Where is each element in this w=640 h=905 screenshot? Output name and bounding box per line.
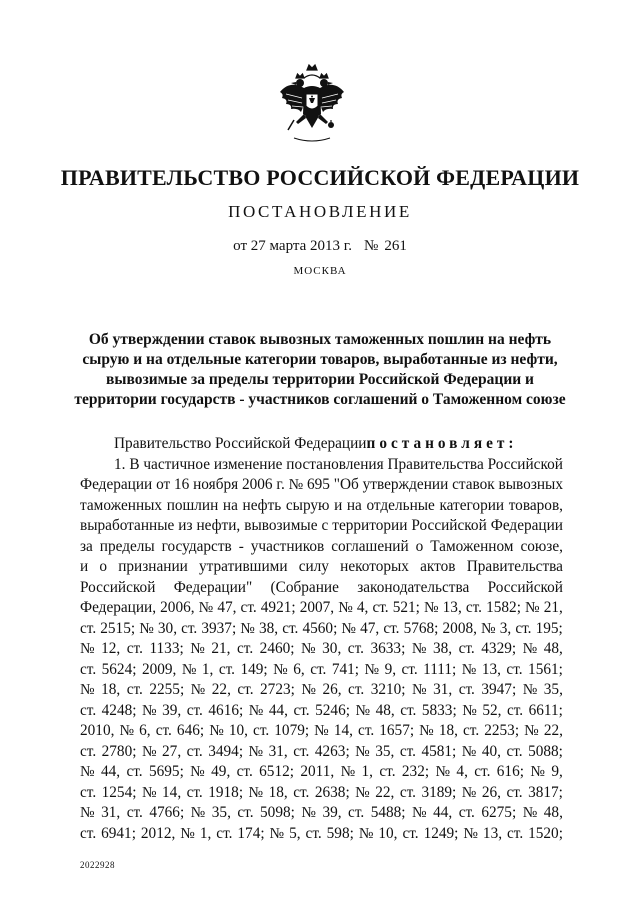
coat-of-arms-icon [274, 62, 350, 144]
body-line: ст. 1254; № 14, ст. 1918; № 18, ст. 2638; № 22, ст. 3189; № 26, ст. 3817; [80, 783, 563, 801]
preamble [80, 434, 563, 455]
document-type: ПОСТАНОВЛЕНИЕ [228, 202, 412, 221]
government-title: ПРАВИТЕЛЬСТВО РОССИЙСКОЙ ФЕДЕРАЦИИ [60, 165, 580, 190]
heading-line: Об утверждении ставок вывозных таможенных пошлин на нефть [88, 331, 552, 348]
document-code: 2022928 [80, 860, 115, 870]
body-line: № 18, ст. 2255; № 22, ст. 2723; № 26, ст. 3210; № 31, ст. 3947; № 35, [80, 681, 563, 698]
number-sign: № [364, 238, 379, 254]
body-line: Федерации, 2006, № 47, ст. 4921; 2007, № 4, ст. 521; № 13, ст. 1582; № 21, [80, 599, 563, 616]
heading-line: сырую и на отдельные категории товаров, выработанные из нефти, [82, 351, 558, 368]
body-line: ст. 5624; 2009, № 1, ст. 149; № 6, ст. 741; № 9, ст. 1111; № 13, ст. 1561; [80, 660, 563, 678]
body-line: № 12, ст. 1133; № 21, ст. 2460; № 30, ст. 3633; № 38, ст. 4329; № 48, [80, 640, 563, 657]
body-line: за пределы государств - участников соглашений о Таможенном союзе, [80, 537, 563, 555]
body-line: выработанные из нефти, вывозимые с территории Российской Федерации [80, 517, 563, 534]
body-line: № 44, ст. 5695; № 49, ст. 6512; 2011, № 1, ст. 232; № 4, ст. 616; № 9, [80, 763, 563, 780]
body-line: таможенных пошлин на нефть сырую и на отдельные категории товаров, [80, 496, 563, 514]
city: МОСКВА [293, 265, 347, 277]
decree-date: от 27 марта 2013 г. [233, 238, 352, 254]
decree-number: 261 [384, 238, 407, 254]
body-line: Российской Федерации" (Собрание законодательства Российской [80, 578, 563, 596]
body-line: Федерации от 16 ноября 2006 г. № 695 "Об утверждении ставок вывозных [80, 476, 563, 493]
body-line: и о признании утратившими силу некоторых актов Правительства [80, 558, 563, 575]
decree-heading [40, 330, 600, 410]
heading-line: вывозимые за пределы территории Российской Федерации и [105, 371, 534, 388]
preamble-text: Правительство Российской Федерации [114, 435, 367, 452]
body-line: 2010, № 6, ст. 646; № 10, ст. 1079; № 14, ст. 1657; № 18, ст. 2253; № 22, [80, 722, 563, 739]
heading-line: территории государств - участников соглашений о Таможенном союзе [74, 391, 566, 408]
body-line: ст. 6941; 2012, № 1, ст. 174; № 5, ст. 598; № 10, ст. 1249; № 13, ст. 1520; [80, 824, 563, 842]
body-line: № 31, ст. 4766; № 35, ст. 5098; № 39, ст. 5488; № 44, ст. 6275; № 48, [80, 804, 563, 821]
body-line: ст. 2780; № 27, ст. 3494; № 31, ст. 4263; № 35, ст. 4581; № 40, ст. 5088; [80, 742, 563, 760]
decree-body [80, 434, 563, 844]
body-line: ст. 4248; № 39, ст. 4616; № 44, ст. 5246; № 48, ст. 5833; № 52, ст. 6611; [80, 701, 563, 719]
decree-date-line [0, 238, 640, 255]
body-line: ст. 2515; № 30, ст. 3937; № 38, ст. 4560; № 47, ст. 5768; 2008, № 3, ст. 195; [80, 619, 563, 637]
body-line: 1. В частичное изменение постановления Правительства Российской [114, 455, 563, 473]
preamble-emphasis: постановляет: [366, 435, 518, 452]
